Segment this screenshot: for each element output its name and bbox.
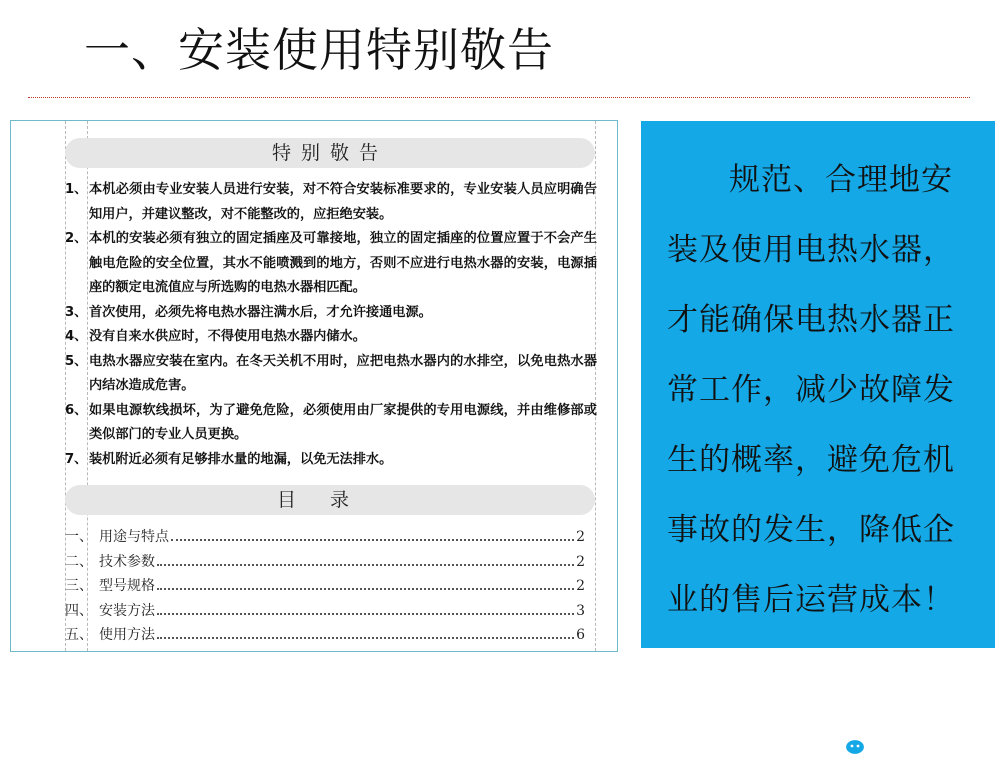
toc-label: 型号规格	[99, 578, 155, 595]
toc-label: 安装方法	[99, 602, 155, 619]
toc-label: 技术参数	[99, 553, 155, 570]
warning-text: 如果电源软线损坏，为了避免危险，必须使用由厂家提供的专用电源线，并由维修部或类似部门的专业人员更换。	[89, 402, 597, 442]
slide-title: 一、安装使用特别敬告	[84, 23, 554, 77]
watermark-label: 巧派厨电	[872, 733, 961, 758]
title-divider	[28, 97, 970, 98]
warning-text: 装机附近必须有足够排水量的地漏，以免无法排水。	[89, 451, 393, 467]
toc-page: 3	[576, 602, 585, 619]
warning-number: 7、	[65, 451, 88, 467]
toc-entry	[65, 525, 585, 550]
toc-leader	[157, 613, 574, 615]
toc-entry	[65, 599, 585, 624]
warning-text: 首次使用，必须先将电热水器注满水后，才允许接通电源。	[89, 304, 432, 320]
toc-number: 一、	[65, 529, 93, 545]
warning-text: 没有自来水供应时，不得使用电热水器内储水。	[89, 329, 366, 344]
toc-page: 2	[576, 578, 585, 595]
warning-number: 3、	[65, 304, 88, 320]
toc-leader	[157, 564, 574, 566]
warning-number: 4、	[65, 329, 88, 344]
warning-item	[65, 301, 597, 326]
toc-page: 6	[576, 627, 585, 644]
toc-label: 使用方法	[99, 627, 155, 644]
warning-number: 5、	[65, 353, 88, 369]
warning-item	[65, 227, 597, 301]
warning-text: 本机的安装必须有独立的固定插座及可靠接地，独立的固定插座的位置应置于不会产生触电危险的安全位置，其水不能喷溅到的地方，否则不应进行电热水器的安装，电源插座的额定电流值应与所选购的电热水器相匹配。	[89, 231, 597, 295]
warning-number: 1、	[65, 182, 88, 197]
toc-entry	[65, 623, 585, 648]
warning-number: 6、	[65, 402, 88, 418]
warning-number: 2、	[65, 231, 88, 246]
warning-list	[65, 178, 597, 472]
toc-entry	[65, 550, 585, 575]
toc-number: 三、	[65, 578, 93, 595]
watermark	[831, 728, 961, 759]
toc-page: 2	[576, 529, 585, 545]
warning-item	[65, 178, 597, 227]
table-of-contents	[65, 525, 585, 648]
warning-text: 电热水器应安装在室内。在冬天关机不用时，应把电热水器内的水排空，以免电热水器内结冰造成危害。	[89, 353, 597, 393]
toc-label: 用途与特点	[99, 529, 169, 545]
toc-leader	[157, 588, 574, 590]
callout-box	[641, 121, 995, 758]
warning-item	[65, 448, 597, 473]
toc-header: 目录	[65, 485, 595, 515]
toc-number: 五、	[65, 627, 93, 644]
warning-text: 本机必须由专业安装人员进行安装，对不符合安装标准要求的，专业安装人员应明确告知用户，并建议整改，对不能整改的，应拒绝安装。	[89, 182, 597, 222]
toc-leader	[157, 637, 574, 639]
warning-item	[65, 325, 597, 350]
toc-leader	[171, 539, 574, 541]
toc-entry	[65, 574, 585, 599]
scanned-document	[10, 120, 618, 652]
callout-text: 规范、合理地安装及使用电热水器，才能确保电热水器正常工作，减少故障发生的概率，避免危机事故的发生，降低企业的售后运营成本！	[667, 162, 955, 618]
warning-item	[65, 350, 597, 399]
wechat-icon	[831, 730, 867, 758]
toc-number: 二、	[65, 553, 93, 570]
toc-page: 2	[576, 553, 585, 570]
warning-header: 特别敬告	[65, 138, 595, 168]
warning-item	[65, 399, 597, 448]
toc-number: 四、	[65, 602, 93, 619]
